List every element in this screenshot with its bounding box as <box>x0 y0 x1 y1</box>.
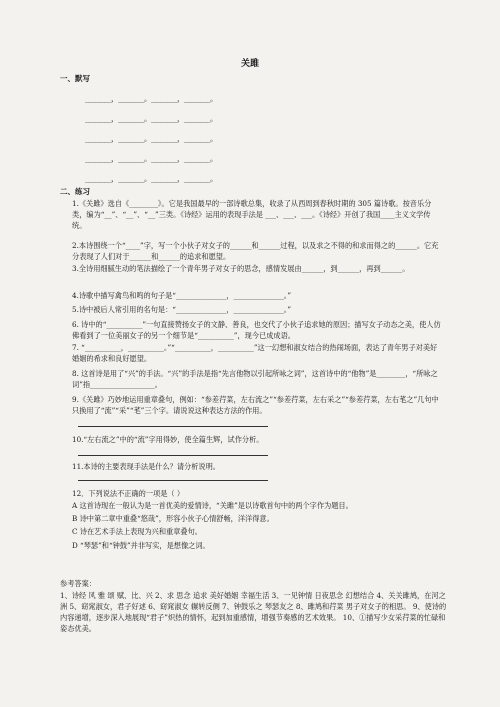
dictation-row: ________，________。________，________。 <box>85 94 217 103</box>
question-4: 4.诗歌中描写禽鸟和鸣的句子是“______________，______________。” <box>72 291 292 300</box>
question-11: 11.本诗的主要表现手法是什么？请分析说明。 <box>72 462 220 471</box>
question-3: 3.全诗用细腻生动的笔法描绘了一个青年男子对女子的思念，感情发展由______，到______，再到______。 <box>72 264 410 273</box>
answers-heading: 参考答案： <box>60 579 96 588</box>
answer-line <box>78 426 268 427</box>
answer-line <box>78 480 268 481</box>
answer-line <box>78 455 268 456</box>
question-2: 2.本诗围绕一个“____”字，写一个小伙子对女子的______和______过程，以及求之不得的和求而得之的______。它充分表现了人们对于______和______的追求和愿望。 <box>72 241 439 261</box>
question-12-option-b: B 诗中第二章中重叠“悠哉”，形容小伙子心情舒畅，洋洋得意。 <box>72 514 274 523</box>
question-12-option-c: C 诗在艺术手法上表现为兴和重章叠句。 <box>72 527 202 536</box>
question-10: 10.“左右流之”中的“流”字用得妙，使全篇生辉，试作分析。 <box>72 435 264 444</box>
answers-body: 1、诗经 风 雅 颂 赋、比、兴 2、求 思念 追求 美好婚姻 幸福生活 3、一见钟情 日夜思念 幻想结合 4、关关雎鸠，在河之洲 5、窈窕淑女，君子好逑 6、窈窕淑女 辗转反侧 7、钟鼓乐之 琴瑟友之 8、雎鸠和荇菜 男子对女子的相思。 9、使诗的内容递增，逐步深入地展现“君子”炽热的情怀，起到加重感情，增强节奏感的艺术效果。 10、①描写少女采荇菜的忙碌和姿态优美。 <box>60 591 447 633</box>
dictation-row: ________，________。________，________。 <box>85 114 217 123</box>
question-12-option-a: A 这首诗现在一般认为是一首优美的爱情诗，“关雎”是以诗歌首句中的两个字作为题目。 <box>72 501 353 510</box>
question-8: 8. 这首诗是用了“兴”的手法。“兴”的手法是指“先言他物以引起所咏之词”，这首诗中的“他物”是________，“所咏之词”指__________________。 <box>72 369 438 389</box>
section-heading-dictation: 一、默写 <box>60 74 90 83</box>
section-heading-exercises: 二、练习 <box>60 187 90 196</box>
question-9: 9.《关雎》巧妙地运用重章叠句，例如：“参差荇菜，左右流之”“参差荇菜，左右采之”“参差荇菜，左右芼之”几句中只换用了“流”“采”“芼”三个字。请说说这种表达方法的作用。 <box>72 395 439 415</box>
dictation-row: ________，________。________，________。 <box>85 174 217 183</box>
question-6: 6. 诗中的“__________”一句直接赞扬女子的文静、善良，也交代了小伙子追求她的原因；描写女子动态之美，使人仿佛看到了一位美丽女子的另一个细节是“__________”，现今已成成语。 <box>72 320 441 340</box>
page-title: 关雎 <box>240 59 259 69</box>
dictation-row: ________，________。________，________。 <box>85 134 217 143</box>
question-1: 1.《关雎》选自《________》。它是我国最早的一部诗歌总集，收录了从西周到春秋时期的 305 篇诗歌。按音乐分类，编为“__”、“__”、“__”三类。《诗经》运用的表现手法是 ___、___、___。《诗经》开创了我国____主义文学传统。 <box>72 199 432 230</box>
question-7: 7. “__________，__________。”“__________，__________”这一幻想和淑女结合的热闹场面，表达了青年男子对美好婚姻的希求和良好愿望。 <box>72 343 438 363</box>
dictation-row: ________，________。________，________。 <box>85 154 217 163</box>
question-5: 5.诗中被后人常引用的名句是：“______________，______________。” <box>72 305 292 314</box>
question-12-option-d: D “琴瑟”和“钟鼓”并非写实，是想像之词。 <box>72 541 210 550</box>
question-12-stem: 12．下列说法不正确的一项是（ ） <box>72 489 185 498</box>
